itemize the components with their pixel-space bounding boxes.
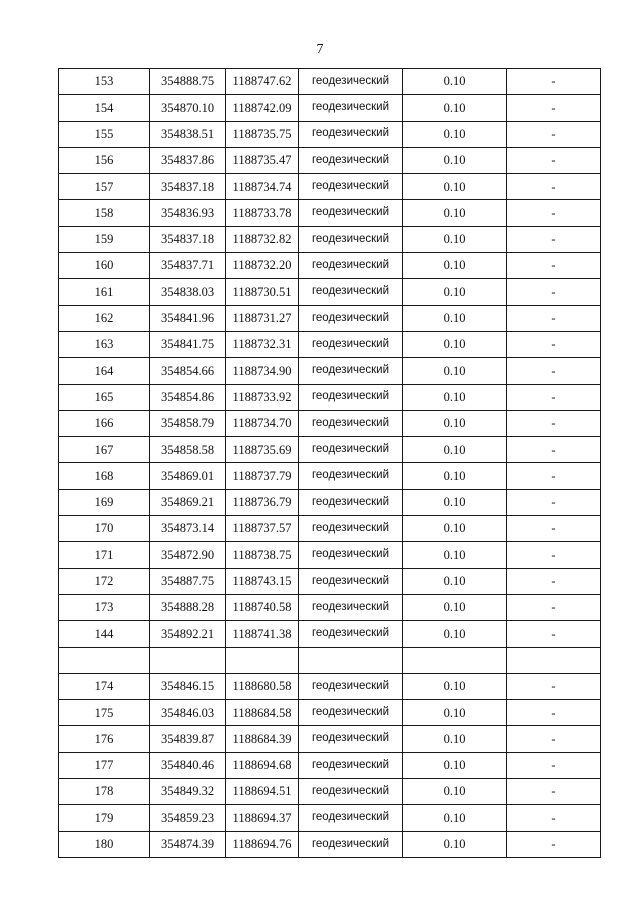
point-number-cell: 178	[59, 779, 150, 805]
method-cell: геодезический	[299, 358, 403, 384]
table-row	[59, 673, 601, 699]
x-coordinate-cell: 354837.18	[150, 226, 226, 252]
note-cell: -	[507, 358, 601, 384]
y-coordinate-cell: 1188684.39	[226, 726, 299, 752]
method-cell: геодезический	[299, 305, 403, 331]
table-row	[59, 253, 601, 279]
table-row	[59, 226, 601, 252]
table-row	[59, 200, 601, 226]
accuracy-cell: 0.10	[403, 516, 507, 542]
accuracy-cell: 0.10	[403, 594, 507, 620]
method-cell: геодезический	[299, 463, 403, 489]
note-cell: -	[507, 752, 601, 778]
y-coordinate-cell: 1188733.78	[226, 200, 299, 226]
y-coordinate-cell: 1188694.51	[226, 779, 299, 805]
table-row	[59, 752, 601, 778]
method-cell: геодезический	[299, 384, 403, 410]
point-number-cell: 155	[59, 121, 150, 147]
accuracy-cell: 0.10	[403, 779, 507, 805]
method-cell: геодезический	[299, 594, 403, 620]
x-coordinate-cell: 354840.46	[150, 752, 226, 778]
method-cell: геодезический	[299, 410, 403, 436]
y-coordinate-cell: 1188741.38	[226, 621, 299, 647]
point-number-cell: 167	[59, 437, 150, 463]
x-coordinate-cell: 354869.21	[150, 489, 226, 515]
table-row	[59, 384, 601, 410]
note-cell	[507, 647, 601, 673]
note-cell: -	[507, 279, 601, 305]
table-row	[59, 726, 601, 752]
y-coordinate-cell: 1188737.79	[226, 463, 299, 489]
accuracy-cell	[403, 647, 507, 673]
x-coordinate-cell: 354838.51	[150, 121, 226, 147]
method-cell: геодезический	[299, 95, 403, 121]
point-number-cell: 162	[59, 305, 150, 331]
y-coordinate-cell: 1188734.74	[226, 174, 299, 200]
point-number-cell: 157	[59, 174, 150, 200]
y-coordinate-cell: 1188730.51	[226, 279, 299, 305]
x-coordinate-cell: 354870.10	[150, 95, 226, 121]
x-coordinate-cell: 354873.14	[150, 516, 226, 542]
method-cell: геодезический	[299, 568, 403, 594]
y-coordinate-cell: 1188747.62	[226, 69, 299, 95]
coordinates-table-body	[59, 69, 601, 858]
method-cell: геодезический	[299, 226, 403, 252]
method-cell: геодезический	[299, 253, 403, 279]
table-row	[59, 305, 601, 331]
note-cell: -	[507, 516, 601, 542]
x-coordinate-cell: 354887.75	[150, 568, 226, 594]
accuracy-cell: 0.10	[403, 69, 507, 95]
note-cell: -	[507, 174, 601, 200]
point-number-cell: 175	[59, 700, 150, 726]
accuracy-cell: 0.10	[403, 673, 507, 699]
note-cell: -	[507, 305, 601, 331]
x-coordinate-cell: 354854.66	[150, 358, 226, 384]
accuracy-cell: 0.10	[403, 463, 507, 489]
point-number-cell: 160	[59, 253, 150, 279]
note-cell: -	[507, 779, 601, 805]
y-coordinate-cell: 1188736.79	[226, 489, 299, 515]
method-cell: геодезический	[299, 200, 403, 226]
note-cell: -	[507, 726, 601, 752]
note-cell: -	[507, 700, 601, 726]
y-coordinate-cell: 1188734.70	[226, 410, 299, 436]
method-cell: геодезический	[299, 437, 403, 463]
method-cell: геодезический	[299, 279, 403, 305]
table-row	[59, 437, 601, 463]
y-coordinate-cell: 1188734.90	[226, 358, 299, 384]
table-row	[59, 568, 601, 594]
y-coordinate-cell: 1188731.27	[226, 305, 299, 331]
note-cell: -	[507, 384, 601, 410]
note-cell: -	[507, 253, 601, 279]
x-coordinate-cell	[150, 647, 226, 673]
accuracy-cell: 0.10	[403, 805, 507, 831]
table-row	[59, 621, 601, 647]
method-cell: геодезический	[299, 516, 403, 542]
accuracy-cell: 0.10	[403, 305, 507, 331]
accuracy-cell: 0.10	[403, 95, 507, 121]
method-cell: геодезический	[299, 726, 403, 752]
x-coordinate-cell: 354888.28	[150, 594, 226, 620]
x-coordinate-cell: 354872.90	[150, 542, 226, 568]
x-coordinate-cell: 354837.71	[150, 253, 226, 279]
table-row	[59, 95, 601, 121]
x-coordinate-cell: 354837.18	[150, 174, 226, 200]
accuracy-cell: 0.10	[403, 384, 507, 410]
point-number-cell: 169	[59, 489, 150, 515]
x-coordinate-cell: 354836.93	[150, 200, 226, 226]
y-coordinate-cell: 1188742.09	[226, 95, 299, 121]
x-coordinate-cell: 354841.75	[150, 331, 226, 357]
note-cell: -	[507, 568, 601, 594]
y-coordinate-cell: 1188732.20	[226, 253, 299, 279]
accuracy-cell: 0.10	[403, 621, 507, 647]
x-coordinate-cell: 354841.96	[150, 305, 226, 331]
point-number-cell: 170	[59, 516, 150, 542]
table-row	[59, 489, 601, 515]
point-number-cell: 172	[59, 568, 150, 594]
x-coordinate-cell: 354858.79	[150, 410, 226, 436]
method-cell: геодезический	[299, 489, 403, 515]
point-number-cell: 166	[59, 410, 150, 436]
method-cell: геодезический	[299, 542, 403, 568]
method-cell: геодезический	[299, 121, 403, 147]
note-cell: -	[507, 410, 601, 436]
accuracy-cell: 0.10	[403, 226, 507, 252]
note-cell: -	[507, 226, 601, 252]
x-coordinate-cell: 354869.01	[150, 463, 226, 489]
x-coordinate-cell: 354854.86	[150, 384, 226, 410]
accuracy-cell: 0.10	[403, 200, 507, 226]
accuracy-cell: 0.10	[403, 358, 507, 384]
note-cell: -	[507, 805, 601, 831]
point-number-cell: 173	[59, 594, 150, 620]
accuracy-cell: 0.10	[403, 568, 507, 594]
accuracy-cell: 0.10	[403, 831, 507, 857]
y-coordinate-cell: 1188694.76	[226, 831, 299, 857]
table-row	[59, 647, 601, 673]
accuracy-cell: 0.10	[403, 147, 507, 173]
method-cell: геодезический	[299, 700, 403, 726]
note-cell: -	[507, 489, 601, 515]
x-coordinate-cell: 354837.86	[150, 147, 226, 173]
y-coordinate-cell: 1188738.75	[226, 542, 299, 568]
point-number-cell: 176	[59, 726, 150, 752]
table-row	[59, 542, 601, 568]
y-coordinate-cell: 1188680.58	[226, 673, 299, 699]
point-number-cell: 168	[59, 463, 150, 489]
method-cell: геодезический	[299, 174, 403, 200]
x-coordinate-cell: 354859.23	[150, 805, 226, 831]
method-cell: геодезический	[299, 621, 403, 647]
table-row	[59, 279, 601, 305]
x-coordinate-cell: 354858.58	[150, 437, 226, 463]
table-row	[59, 121, 601, 147]
note-cell: -	[507, 673, 601, 699]
point-number-cell: 165	[59, 384, 150, 410]
accuracy-cell: 0.10	[403, 121, 507, 147]
x-coordinate-cell: 354849.32	[150, 779, 226, 805]
table-row	[59, 779, 601, 805]
point-number-cell: 144	[59, 621, 150, 647]
note-cell: -	[507, 95, 601, 121]
accuracy-cell: 0.10	[403, 174, 507, 200]
x-coordinate-cell: 354892.21	[150, 621, 226, 647]
x-coordinate-cell: 354846.03	[150, 700, 226, 726]
point-number-cell	[59, 647, 150, 673]
y-coordinate-cell: 1188694.68	[226, 752, 299, 778]
y-coordinate-cell: 1188735.75	[226, 121, 299, 147]
note-cell: -	[507, 542, 601, 568]
point-number-cell: 153	[59, 69, 150, 95]
note-cell: -	[507, 147, 601, 173]
page-number: 7	[316, 42, 324, 57]
method-cell	[299, 647, 403, 673]
y-coordinate-cell: 1188684.58	[226, 700, 299, 726]
accuracy-cell: 0.10	[403, 437, 507, 463]
table-row	[59, 147, 601, 173]
x-coordinate-cell: 354846.15	[150, 673, 226, 699]
accuracy-cell: 0.10	[403, 726, 507, 752]
method-cell: геодезический	[299, 331, 403, 357]
note-cell: -	[507, 437, 601, 463]
point-number-cell: 174	[59, 673, 150, 699]
y-coordinate-cell: 1188743.15	[226, 568, 299, 594]
point-number-cell: 163	[59, 331, 150, 357]
point-number-cell: 180	[59, 831, 150, 857]
x-coordinate-cell: 354838.03	[150, 279, 226, 305]
method-cell: геодезический	[299, 673, 403, 699]
y-coordinate-cell: 1188733.92	[226, 384, 299, 410]
point-number-cell: 179	[59, 805, 150, 831]
table-row	[59, 410, 601, 436]
accuracy-cell: 0.10	[403, 700, 507, 726]
table-row	[59, 69, 601, 95]
y-coordinate-cell: 1188740.58	[226, 594, 299, 620]
note-cell: -	[507, 463, 601, 489]
table-row	[59, 831, 601, 857]
y-coordinate-cell	[226, 647, 299, 673]
x-coordinate-cell: 354874.39	[150, 831, 226, 857]
x-coordinate-cell: 354839.87	[150, 726, 226, 752]
point-number-cell: 159	[59, 226, 150, 252]
note-cell: -	[507, 200, 601, 226]
note-cell: -	[507, 331, 601, 357]
note-cell: -	[507, 69, 601, 95]
table-row	[59, 331, 601, 357]
method-cell: геодезический	[299, 147, 403, 173]
table-row	[59, 516, 601, 542]
y-coordinate-cell: 1188735.47	[226, 147, 299, 173]
point-number-cell: 156	[59, 147, 150, 173]
y-coordinate-cell: 1188732.31	[226, 331, 299, 357]
point-number-cell: 171	[59, 542, 150, 568]
note-cell: -	[507, 121, 601, 147]
table-row	[59, 463, 601, 489]
y-coordinate-cell: 1188732.82	[226, 226, 299, 252]
method-cell: геодезический	[299, 779, 403, 805]
table-row	[59, 594, 601, 620]
note-cell: -	[507, 621, 601, 647]
note-cell: -	[507, 594, 601, 620]
accuracy-cell: 0.10	[403, 542, 507, 568]
accuracy-cell: 0.10	[403, 410, 507, 436]
accuracy-cell: 0.10	[403, 253, 507, 279]
method-cell: геодезический	[299, 805, 403, 831]
note-cell: -	[507, 831, 601, 857]
accuracy-cell: 0.10	[403, 752, 507, 778]
y-coordinate-cell: 1188735.69	[226, 437, 299, 463]
y-coordinate-cell: 1188737.57	[226, 516, 299, 542]
accuracy-cell: 0.10	[403, 489, 507, 515]
method-cell: геодезический	[299, 69, 403, 95]
point-number-cell: 164	[59, 358, 150, 384]
method-cell: геодезический	[299, 831, 403, 857]
point-number-cell: 154	[59, 95, 150, 121]
x-coordinate-cell: 354888.75	[150, 69, 226, 95]
accuracy-cell: 0.10	[403, 279, 507, 305]
table-row	[59, 700, 601, 726]
table-row	[59, 805, 601, 831]
coordinates-table	[58, 68, 601, 858]
method-cell: геодезический	[299, 752, 403, 778]
table-row	[59, 358, 601, 384]
accuracy-cell: 0.10	[403, 331, 507, 357]
y-coordinate-cell: 1188694.37	[226, 805, 299, 831]
point-number-cell: 177	[59, 752, 150, 778]
table-row	[59, 174, 601, 200]
point-number-cell: 158	[59, 200, 150, 226]
point-number-cell: 161	[59, 279, 150, 305]
